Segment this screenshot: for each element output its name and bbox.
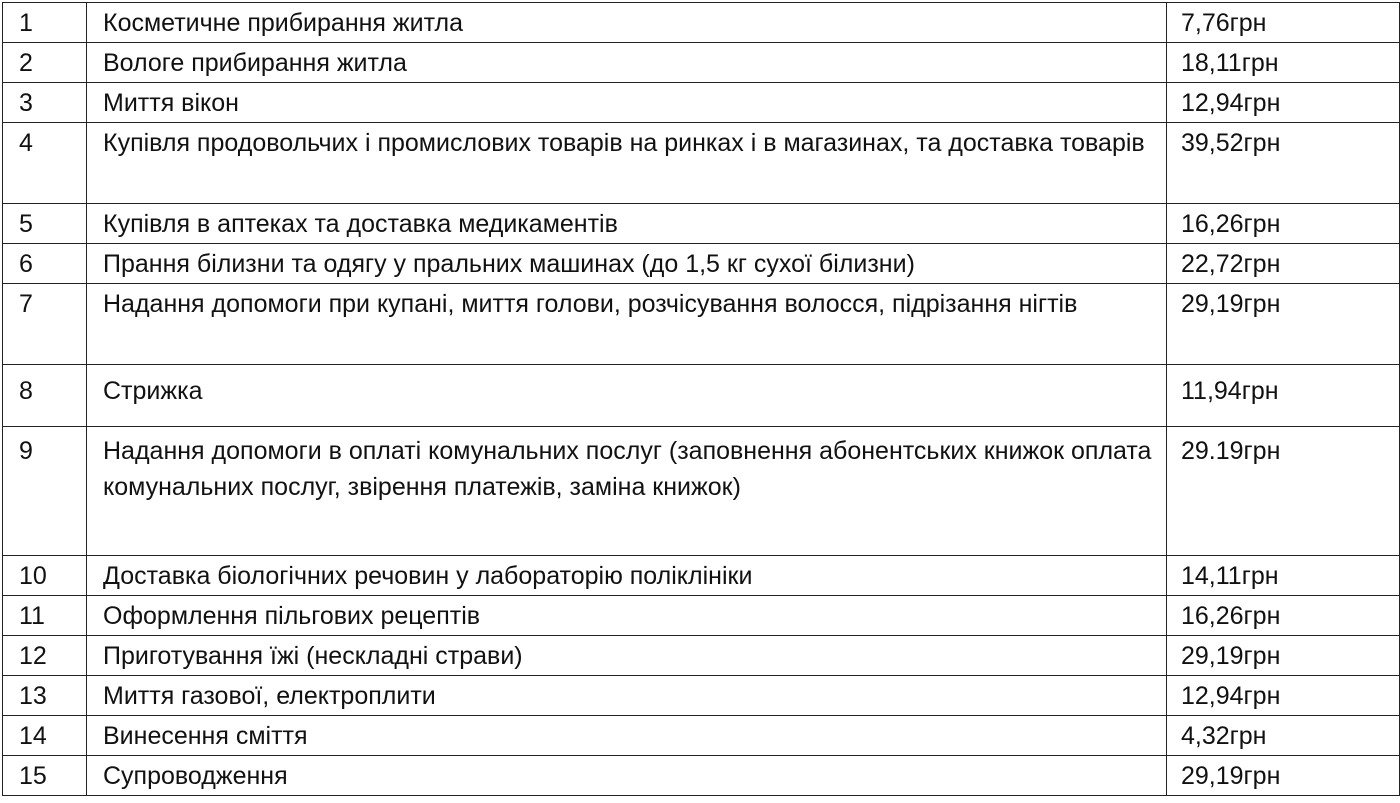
table-row: [3, 556, 1400, 596]
service-price: 29,19грн: [1167, 756, 1400, 796]
table-row: [3, 3, 1400, 43]
table-row: [3, 756, 1400, 796]
service-price: 18,11грн: [1167, 43, 1400, 83]
service-name: Прання білизни та одягу у пральних машинах (до 1,5 кг сухої білизни): [87, 244, 1167, 284]
row-number: 13: [3, 676, 87, 716]
table-row: [3, 596, 1400, 636]
service-price: 7,76грн: [1167, 3, 1400, 43]
table-row: [3, 636, 1400, 676]
table-row: [3, 365, 1400, 427]
row-number: 1: [3, 3, 87, 43]
service-name: Купівля в аптеках та доставка медикаментів: [87, 204, 1167, 244]
row-number: 7: [3, 284, 87, 365]
row-number: 12: [3, 636, 87, 676]
row-number: 3: [3, 83, 87, 123]
service-price: 29.19грн: [1167, 427, 1400, 556]
table-row: [3, 244, 1400, 284]
table-row: [3, 716, 1400, 756]
table-row: [3, 204, 1400, 244]
table-row: [3, 284, 1400, 365]
service-price: 11,94грн: [1167, 365, 1400, 427]
service-name: Косметичне прибирання житла: [87, 3, 1167, 43]
service-name: Купівля продовольчих і промислових товарів на ринках і в магазинах, та доставка товарів: [87, 123, 1167, 204]
service-price: 4,32грн: [1167, 716, 1400, 756]
service-name: Супроводження: [87, 756, 1167, 796]
row-number: 10: [3, 556, 87, 596]
row-number: 11: [3, 596, 87, 636]
row-number: 14: [3, 716, 87, 756]
table-row: [3, 43, 1400, 83]
row-number: 5: [3, 204, 87, 244]
service-price: 12,94грн: [1167, 676, 1400, 716]
table-row: [3, 83, 1400, 123]
row-number: 6: [3, 244, 87, 284]
services-price-table: [2, 2, 1400, 796]
service-name: Доставка біологічних речовин у лабораторію поліклініки: [87, 556, 1167, 596]
service-name: Надання допомоги в оплаті комунальних послуг (заповнення абонентських книжок оплата комунальних послуг, звірення платежів, заміна книжок): [87, 427, 1167, 556]
service-price: 16,26грн: [1167, 204, 1400, 244]
table-row: [3, 676, 1400, 716]
service-price: 39,52грн: [1167, 123, 1400, 204]
service-price: 29,19грн: [1167, 284, 1400, 365]
service-name: Миття газової, електроплити: [87, 676, 1167, 716]
table-row: [3, 123, 1400, 204]
row-number: 4: [3, 123, 87, 204]
service-name: Стрижка: [87, 365, 1167, 427]
row-number: 8: [3, 365, 87, 427]
service-name: Оформлення пільгових рецептів: [87, 596, 1167, 636]
row-number: 2: [3, 43, 87, 83]
service-name: Надання допомоги при купані, миття голови, розчісування волосся, підрізання нігтів: [87, 284, 1167, 365]
service-price: 16,26грн: [1167, 596, 1400, 636]
service-name: Винесення сміття: [87, 716, 1167, 756]
service-name: Вологе прибирання житла: [87, 43, 1167, 83]
service-price: 22,72грн: [1167, 244, 1400, 284]
service-name: Приготування їжі (нескладні страви): [87, 636, 1167, 676]
service-name: Миття вікон: [87, 83, 1167, 123]
row-number: 15: [3, 756, 87, 796]
table-row: [3, 427, 1400, 556]
service-price: 14,11грн: [1167, 556, 1400, 596]
service-price: 12,94грн: [1167, 83, 1400, 123]
service-price: 29,19грн: [1167, 636, 1400, 676]
row-number: 9: [3, 427, 87, 556]
